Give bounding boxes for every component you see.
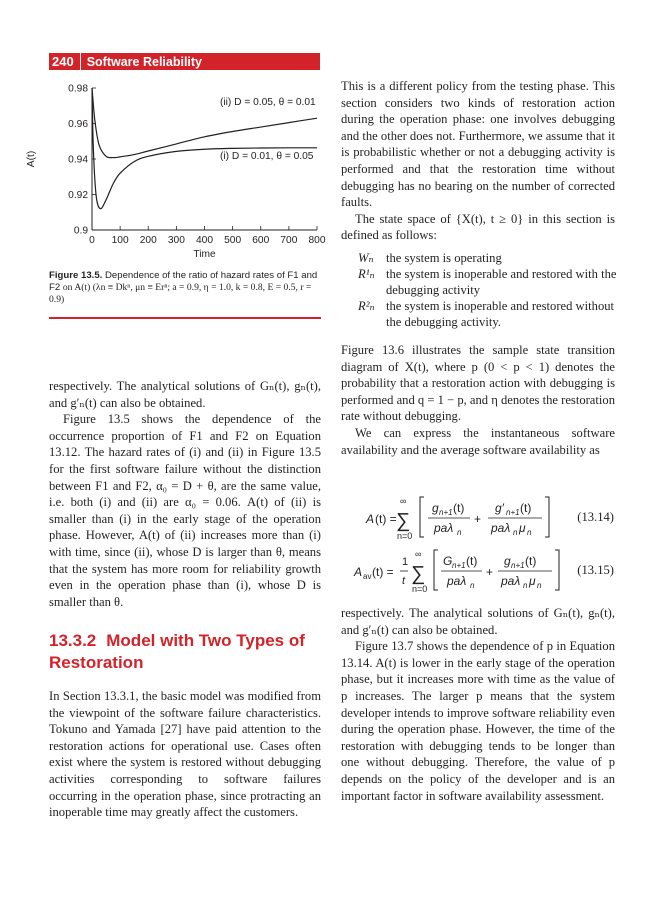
svg-text:1: 1: [402, 556, 409, 568]
right-column-mid: [341, 342, 615, 458]
svg-text:paλ: paλ: [501, 574, 521, 588]
svg-text:n: n: [513, 528, 518, 537]
x-tick-label: 800: [308, 235, 326, 246]
svg-text:n+1: n+1: [506, 508, 520, 517]
section-heading: [49, 630, 321, 674]
svg-text:g: g: [504, 554, 511, 568]
svg-text:paλ: paλ: [491, 521, 511, 535]
svg-text:g′: g′: [495, 501, 504, 515]
equation-13-15: [340, 546, 620, 596]
x-tick-label: 200: [139, 235, 157, 246]
running-title: Software Reliability: [86, 54, 203, 69]
state-desc: the system is operating: [386, 251, 502, 265]
x-tick-label: 100: [111, 235, 129, 246]
svg-text:n+1: n+1: [452, 561, 466, 570]
svg-text:μ: μ: [519, 521, 526, 535]
right-column-top: [341, 78, 615, 244]
figure-label: Figure 13.5.: [49, 270, 103, 281]
chart-labels: [26, 84, 326, 261]
svg-text:t: t: [402, 575, 406, 587]
x-tick-label: 0: [89, 235, 95, 246]
x-tick-label: 700: [280, 235, 298, 246]
equation-13-14-math: [340, 493, 580, 543]
svg-text:G: G: [443, 554, 453, 568]
section-title: Model with Two Types of Restoration: [49, 631, 305, 672]
x-tick-label: 400: [196, 235, 213, 246]
state-symbol: Wₙ: [358, 251, 374, 265]
state-item: [358, 298, 620, 330]
right-para-2: The state space of {X(t), t ≥ 0} in this section is defined as follows:: [341, 211, 615, 243]
state-definitions: [358, 250, 620, 330]
right-column-bottom: [341, 605, 615, 804]
running-header: [49, 53, 320, 70]
equation-number: (13.15): [577, 563, 614, 577]
state-symbol: R²ₙ: [358, 299, 375, 313]
figure-caption-params: on A(t) (λn ≡ Dkⁿ, μn ≡ Erⁿ; a = 0.9, η = 1.0, k = 0.8, E = 0.5, r = 0.9): [49, 282, 312, 305]
svg-text:μ: μ: [529, 574, 536, 588]
svg-text:g: g: [432, 501, 439, 515]
svg-text:(t) =: (t) =: [375, 512, 397, 526]
x-tick-label: 600: [252, 235, 270, 246]
equation-13-15-math: [340, 546, 580, 596]
svg-text:n=0: n=0: [412, 584, 428, 594]
x-axis-label: Time: [193, 249, 216, 260]
equation-13-14: [340, 493, 620, 543]
left-para-3: In Section 13.3.1, the basic model was modified from the viewpoint of the software failure characteristics. Tokuno and Yamada [27] have paid attention to the restoration actions for operational use. Cases often exist where the system is restored without debugging activities corresponding to software failures occurring in the operation phase, since protracting an inoperable time may greatly affect the customers.: [49, 689, 321, 820]
right-para-5: respectively. The analytical solutions of Gₙ(t), gₙ(t), and g′ₙ(t) can also be obtained.: [341, 606, 615, 637]
right-para-4: We can express the instantaneous software availability and the average software availability as: [341, 425, 615, 457]
left-para-2: Figure 13.5 shows the dependence of the occurrence proportion of F1 and F2 on Equation 13.12. The hazard rates of (i) and (ii) in Figure 13.5 for the first software failure without the distinction between F1 and F2, α₀ = D + θ, are the same value, i.e. both (i) and (ii) are α₀ = 0.06. A(t) of (ii) is smaller than (i) in the early stage of the operation phase. However, A(t) of (ii) increases more than (i) with time, since (ii), whose D is larger than θ, means that the system has more room for reliability growth even in the operation phase than (i), whose D is smaller than θ.: [49, 412, 321, 609]
left-column-bottom: [49, 688, 321, 821]
state-desc: the system is inoperable and restored without the debugging activity.: [386, 299, 615, 329]
svg-text:av: av: [363, 572, 372, 581]
svg-text:A: A: [354, 565, 363, 579]
right-para-1: This is a different policy from the testing phase. This section considers two kinds of restoration action during the operation phase: one involves debugging and the other does not. Furthermore, we assume that it is probabilistic whether or not a debugging activity is performed and that the restoration time without debugging has no bearing on the number of corrected faults.: [341, 79, 615, 210]
figure-caption: [49, 270, 321, 306]
svg-text:n: n: [527, 528, 532, 537]
y-axis-label: A(t): [26, 150, 37, 168]
page-number: 240: [52, 54, 74, 69]
svg-text:n: n: [523, 581, 528, 590]
svg-text:∑: ∑: [411, 563, 426, 585]
svg-text:n: n: [457, 528, 462, 537]
y-tick-label: 0.9: [73, 225, 88, 237]
state-desc: the system is inoperable and restored with the debugging activity: [386, 267, 617, 297]
right-para-3: Figure 13.6 illustrates the sample state transition diagram of X(t), where p (0 < p < 1) denotes the probability that a restoration action with debugging is performed and q = 1 − p, and η denotes the restoration rate without debugging.: [341, 343, 615, 424]
svg-text:(t): (t): [520, 501, 532, 515]
right-para-6: Figure 13.7 shows the dependence of p in Equation 13.14. A(t) is lower in the early stage of the operation phase, but it increases more with time as the value of p increases. The larger p means that the system developer intends to improve software reliability even during the operation phase. However, the time of the restoration with debugging tends to be longer than one without debugging. Therefore, the value of p depends on the policy of the developer and is an important factor in software availability assessment.: [341, 639, 615, 803]
state-symbol: R¹ₙ: [358, 267, 375, 281]
svg-text:paλ: paλ: [447, 574, 467, 588]
figure-rule: [49, 317, 321, 319]
y-tick-label: 0.94: [68, 154, 88, 166]
y-tick-label: 0.92: [68, 190, 88, 201]
availability-chart: [20, 78, 330, 263]
svg-text:n: n: [537, 581, 542, 590]
y-tick-label: 0.98: [68, 83, 88, 95]
svg-text:∞: ∞: [415, 549, 422, 559]
equation-number: (13.14): [577, 510, 614, 524]
svg-text:+: +: [474, 512, 482, 526]
svg-text:n=0: n=0: [397, 531, 413, 541]
state-item: [358, 250, 620, 266]
series-label: (ii) D = 0.05, θ = 0.01: [220, 97, 316, 108]
x-tick-label: 300: [167, 235, 185, 246]
svg-text:(t): (t): [466, 554, 478, 568]
left-column-top: [49, 378, 321, 610]
svg-text:(t): (t): [525, 554, 537, 568]
section-number: 13.3.2: [49, 631, 97, 650]
svg-text:n: n: [470, 581, 475, 590]
svg-text:(t) =: (t) =: [372, 565, 394, 579]
svg-text:(t): (t): [453, 501, 465, 515]
series-label: (i) D = 0.01, θ = 0.05: [220, 151, 314, 162]
svg-text:paλ: paλ: [434, 521, 454, 535]
svg-text:∑: ∑: [396, 510, 411, 532]
svg-text:n+1: n+1: [511, 561, 525, 570]
figure-caption-main: Dependence of the ratio of hazard rates of F1 and F2: [49, 270, 318, 293]
state-item: [358, 266, 620, 298]
svg-text:A: A: [366, 512, 375, 526]
left-para-1: respectively. The analytical solutions of Gₙ(t), gₙ(t), and g′ₙ(t) can also be obtained.: [49, 379, 321, 410]
svg-text:n+1: n+1: [439, 508, 453, 517]
x-tick-label: 500: [224, 235, 242, 246]
svg-text:+: +: [486, 565, 494, 579]
svg-text:∞: ∞: [400, 496, 407, 506]
y-tick-label: 0.96: [68, 119, 88, 130]
